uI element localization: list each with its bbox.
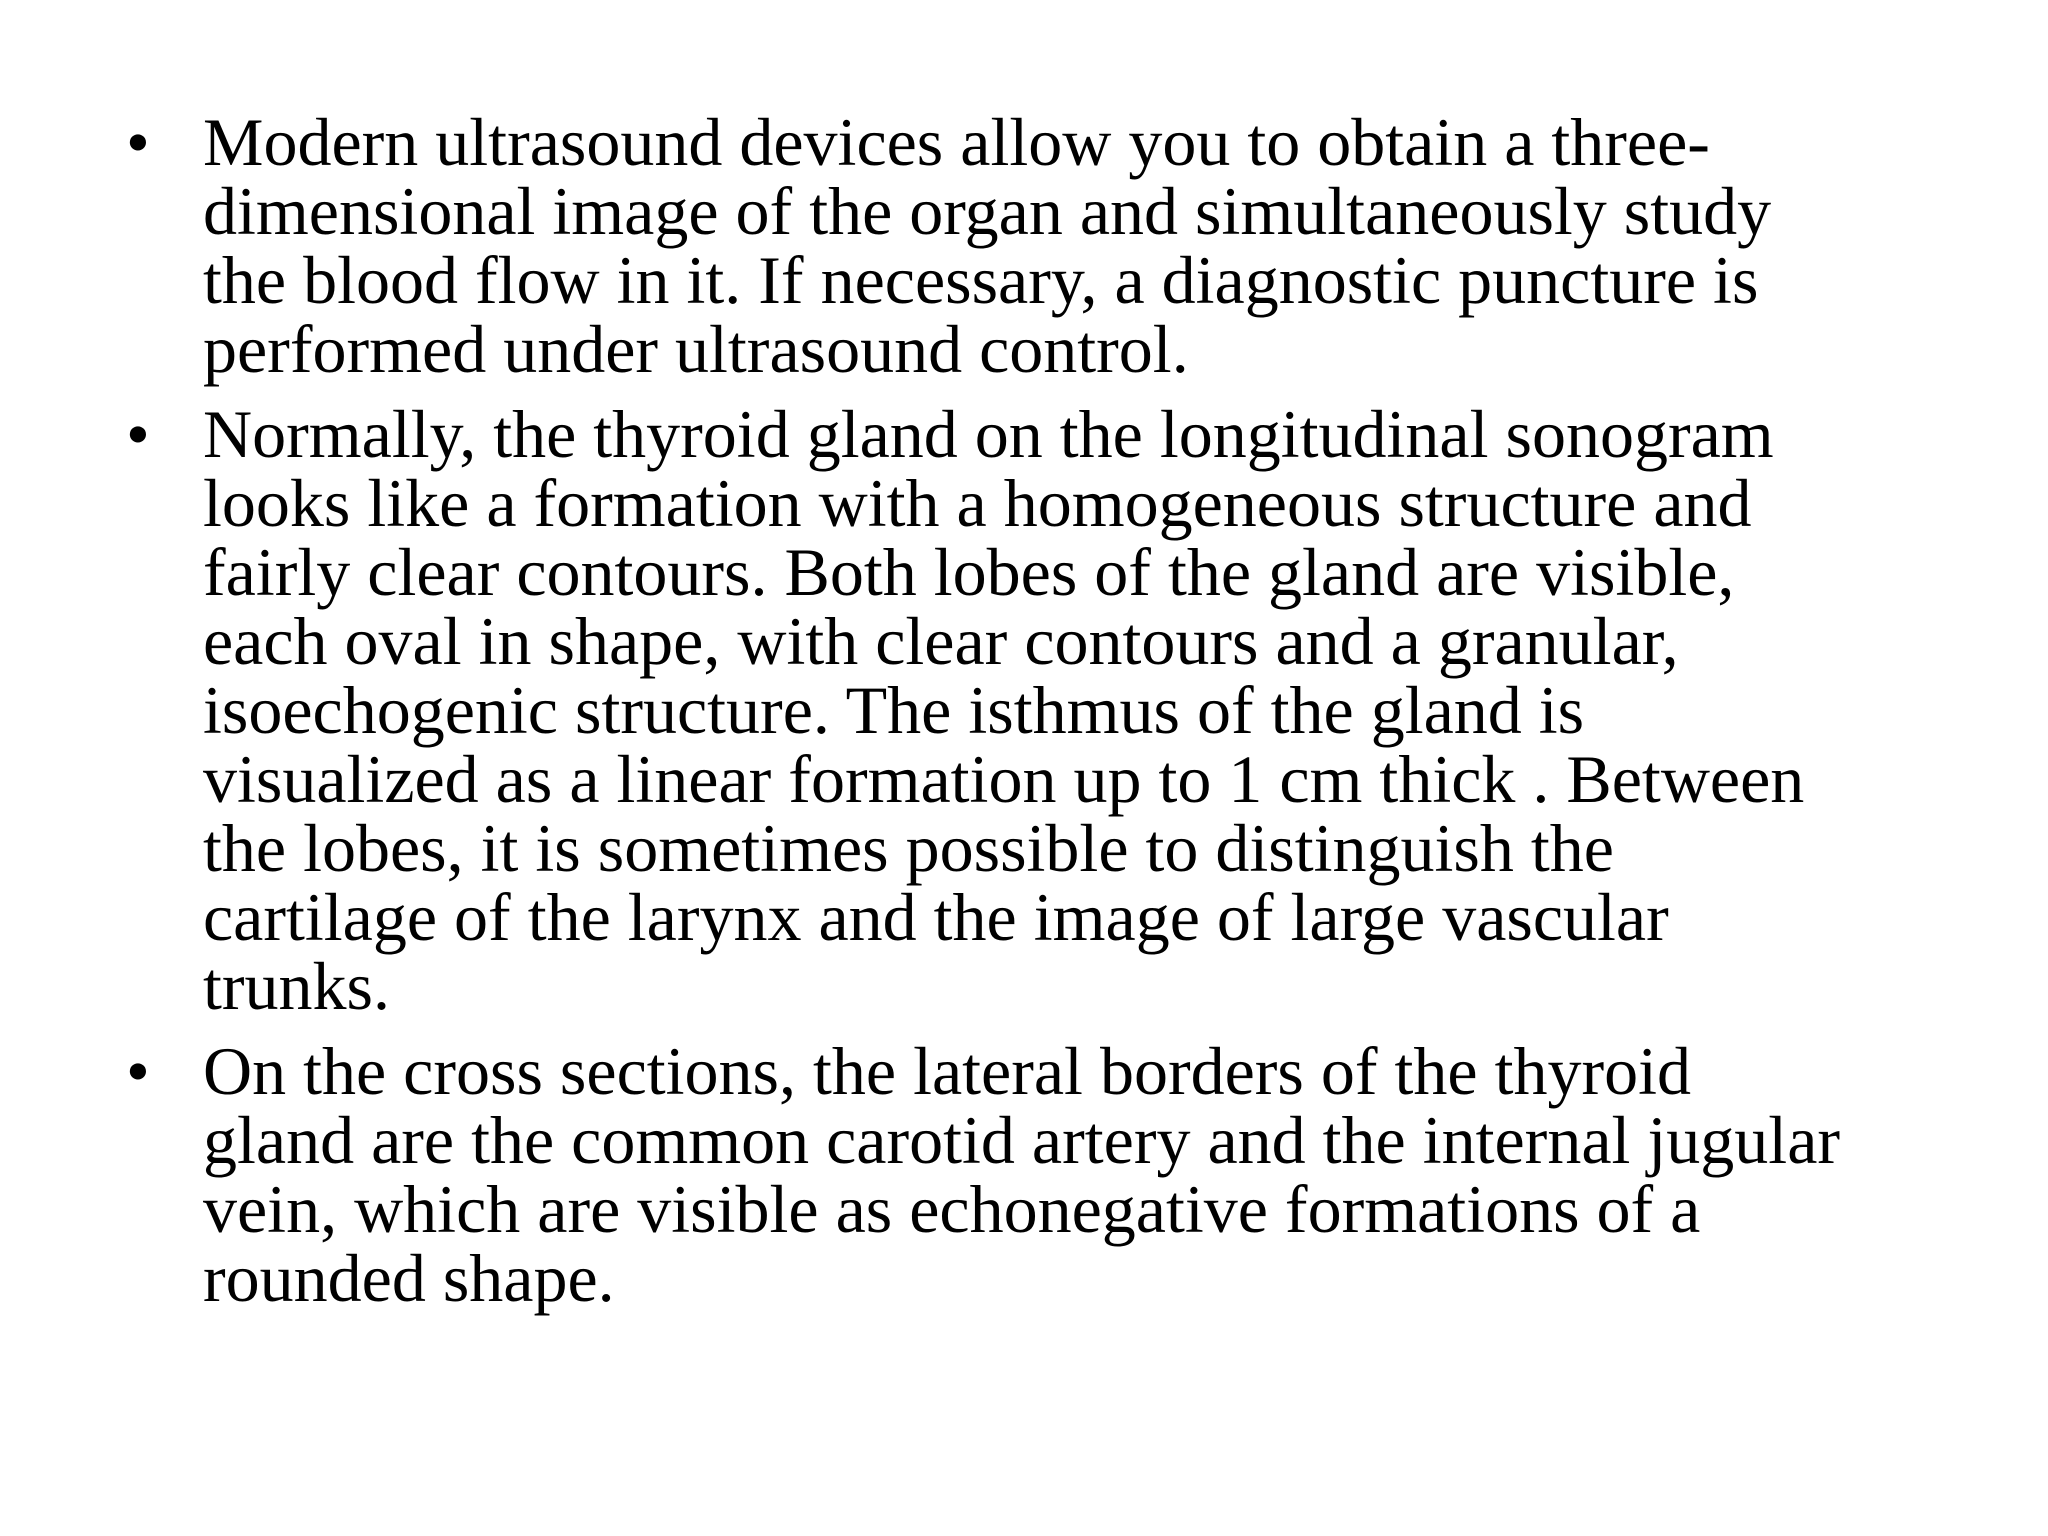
text-line: Modern ultrasound devices allow you to obtain a three-	[203, 104, 1710, 180]
bullet-item-2	[120, 396, 1980, 1024]
text-line: isoechogenic structure. The isthmus of the gland is	[203, 672, 1585, 748]
bullet-marker: •	[126, 396, 150, 472]
bullet-marker: •	[126, 1033, 150, 1109]
bullet-text	[203, 1033, 1980, 1316]
text-line: each oval in shape, with clear contours and a granular,	[203, 603, 1679, 679]
bullet-item-1	[120, 104, 1980, 387]
bullet-text	[203, 396, 1980, 1024]
bullet-item-3	[120, 1033, 1980, 1316]
text-line: trunks.	[203, 948, 390, 1024]
text-line: rounded shape.	[203, 1240, 615, 1316]
text-line: vein, which are visible as echonegative formations of a	[203, 1171, 1701, 1247]
text-line: gland are the common carotid artery and the internal jugular	[203, 1102, 1841, 1178]
text-line: looks like a formation with a homogeneous structure and	[203, 465, 1752, 541]
bullet-text	[203, 104, 1980, 387]
bullet-marker: •	[126, 104, 150, 180]
text-line: the lobes, it is sometimes possible to distinguish the	[203, 810, 1614, 886]
bullet-list	[120, 104, 1980, 1329]
text-line: dimensional image of the organ and simultaneously study	[203, 173, 1772, 249]
text-line: the blood flow in it. If necessary, a diagnostic puncture is	[203, 242, 1759, 318]
text-line: Normally, the thyroid gland on the longitudinal sonogram	[203, 396, 1774, 472]
text-line: On the cross sections, the lateral borders of the thyroid	[203, 1033, 1692, 1109]
text-line: performed under ultrasound control.	[203, 311, 1189, 387]
text-line: fairly clear contours. Both lobes of the gland are visible,	[203, 534, 1735, 610]
text-line: visualized as a linear formation up to 1 cm thick . Between	[203, 741, 1805, 817]
text-line: cartilage of the larynx and the image of large vascular	[203, 879, 1669, 955]
